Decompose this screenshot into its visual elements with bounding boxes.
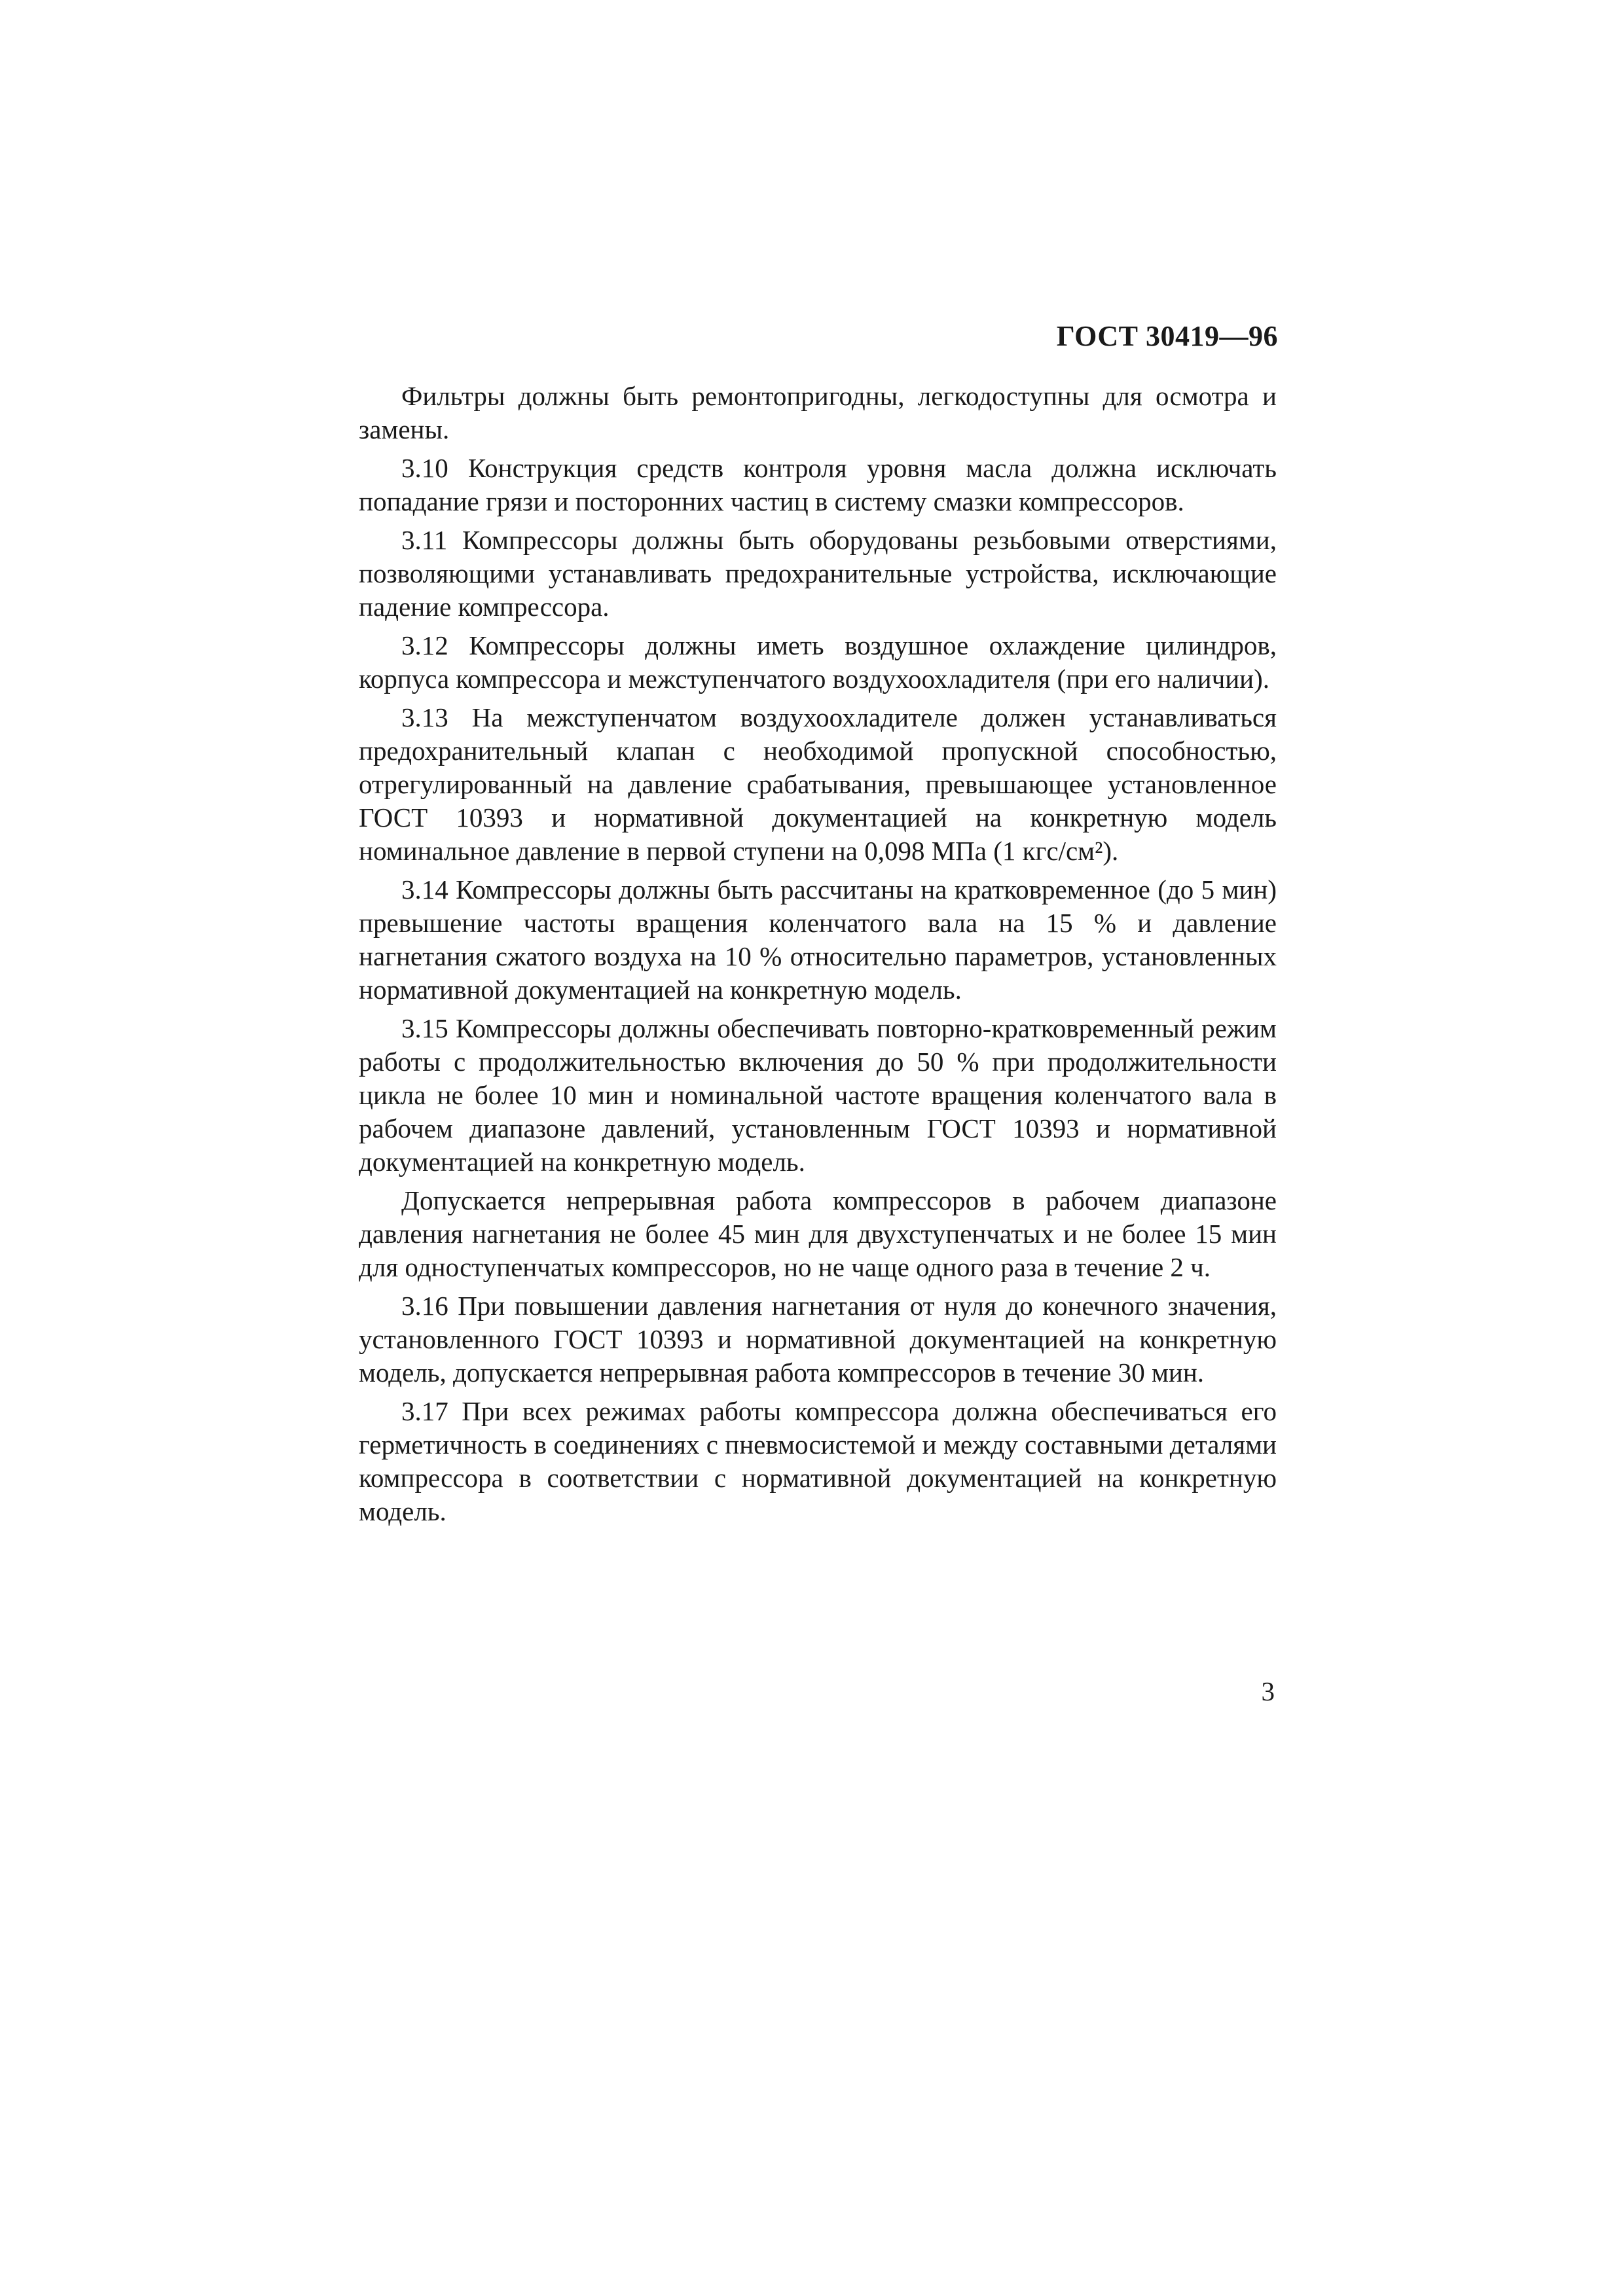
page-number: 3 [1261,1676,1275,1706]
document-code-header: ГОСТ 30419—96 [1056,320,1278,352]
paragraph-3-16: 3.16 При повышении давления нагнетания от нуля до конечного значения, установленного ГОСТ 10393 и нормативной документацией на конкретную модель, допускается непрерывная работа компрессоров в течение 30 мин. [359,1291,1277,1388]
paragraph-3-15: 3.15 Компрессоры должны обеспечивать повторно-кратковременный режим работы с продолжительностью включения до 50 % при продолжительности цикла не более 10 мин и номинальной частоте вращения коленчатого вала в рабочем диапазоне давлений, установленным ГОСТ 10393 и нормативной документацией на конкретную модель. [359,1013,1277,1177]
paragraph-3-13: 3.13 На межступенчатом воздухоохладителе должен устанавливаться предохранительный клапан с необходимой пропускной способностью, отрегулированный на давление срабатывания, превышающее установленное ГОСТ 10393 и нормативной документацией на конкретную модель номинальное давление в первой ступени на 0,098 МПа (1 кгс/см²). [359,702,1277,866]
paragraph-3-17: 3.17 При всех режимах работы компрессора должна обеспечиваться его герметичность в соединениях с пневмосистемой и между составными деталями компрессора в соответствии с нормативной документацией на конкретную модель. [359,1396,1277,1526]
paragraph-filters: Фильтры должны быть ремонтопригодны, легкодоступны для осмотра и замены. [359,381,1277,444]
paragraph-3-11: 3.11 Компрессоры должны быть оборудованы резьбовыми отверстиями, позволяющими устанавливать предохранительные устройства, исключающие падение компрессора. [359,525,1277,622]
paragraph-3-14: 3.14 Компрессоры должны быть рассчитаны на кратковременное (до 5 мин) превышение частоты вращения коленчатого вала на 15 % и давление нагнетания сжатого воздуха на 10 % относительно параметров, установленных нормативной документацией на конкретную модель. [359,874,1277,1005]
paragraph-3-12: 3.12 Компрессоры должны иметь воздушное охлаждение цилиндров, корпуса компрессора и межступенчатого воздухоохладителя (при его наличии). [359,630,1277,694]
paragraph-continuous-operation: Допускается непрерывная работа компрессоров в рабочем диапазоне давления нагнетания не более 45 мин для двухступенчатых и не более 15 мин для одноступенчатых компрессоров, но не чаще одного раза в течение 2 ч. [359,1185,1277,1282]
document-body [359,380,1277,1528]
paragraph-3-10: 3.10 Конструкция средств контроля уровня масла должна исключать попадание грязи и посторонних частиц в систему смазки компрессоров. [359,453,1277,516]
